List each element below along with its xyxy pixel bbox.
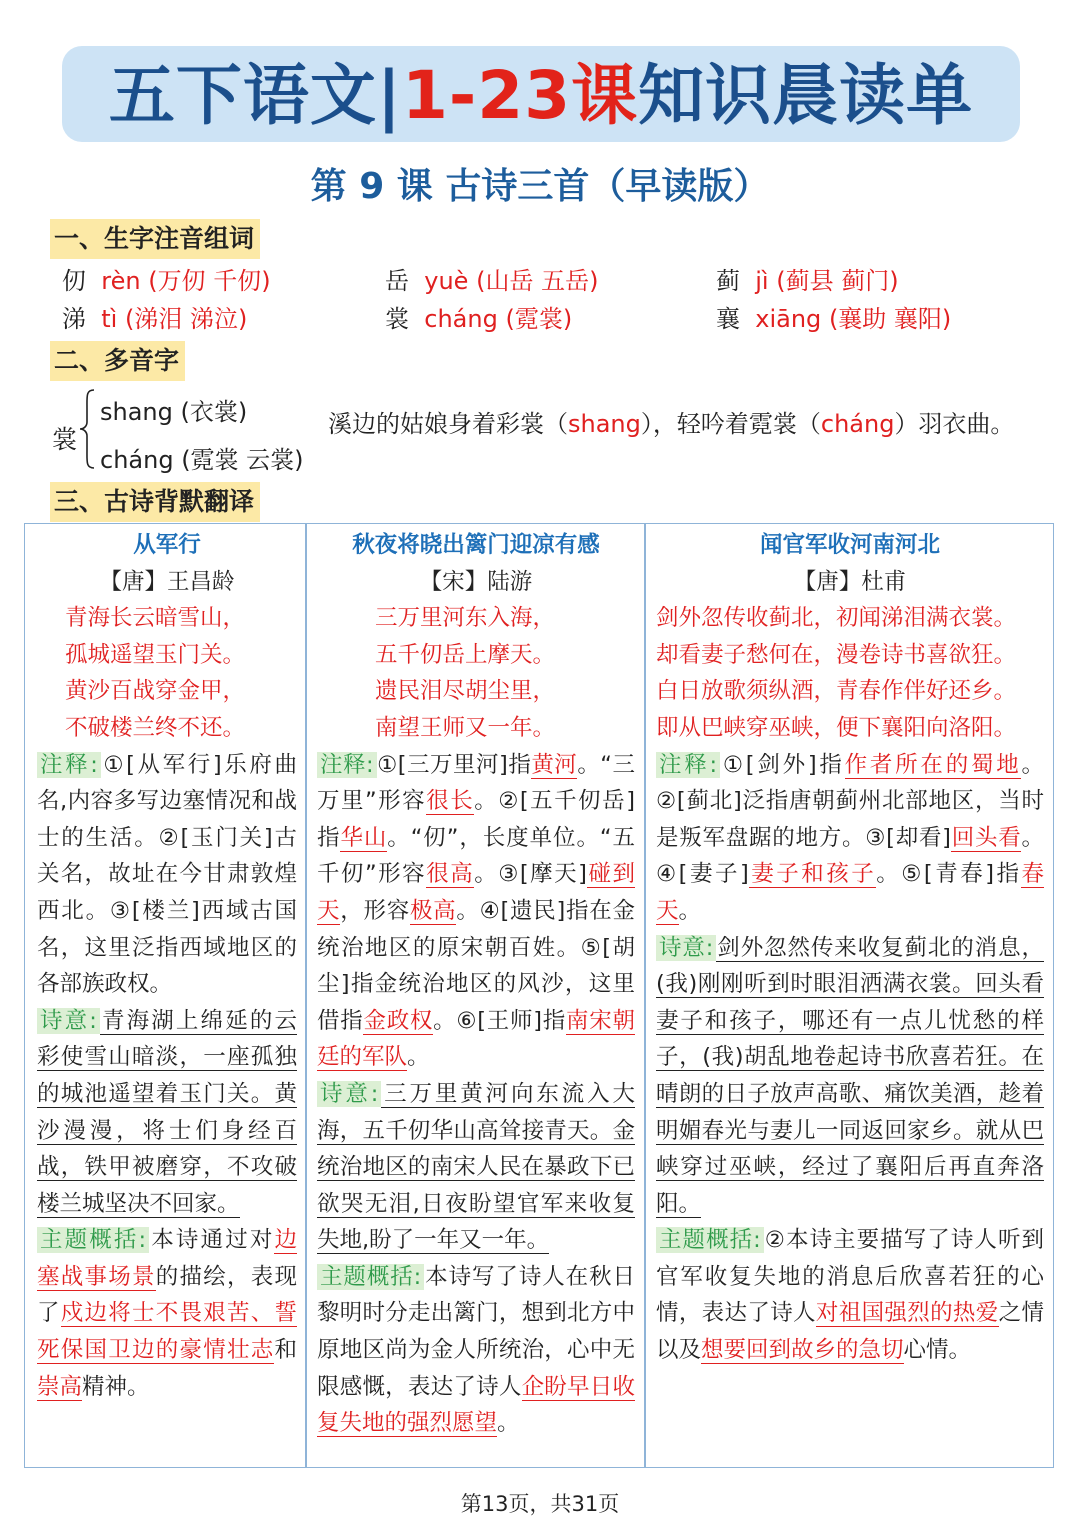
page-number: 第13页，共31页 <box>460 1492 620 1516</box>
section-heading-polyphonic: 二、多音字 <box>50 341 185 381</box>
poem-line: 孤城遥望玉门关。 <box>65 641 246 668</box>
section-heading-poems: 三、古诗背默翻译 <box>50 482 260 522</box>
poem-theme: 主题概括: 本诗通过对边塞战事场景的描绘，表现了戍边将士不畏艰苦、誓死保国卫边的豪情壮志和崇高精神。 <box>37 1227 297 1400</box>
poem-notes: 注释: ①[剑外]指作者所在的蜀地。②[蓟北]泛指唐朝蓟州北部地区，当时是叛军盘踞的地方。③[却看]回头看。④[妻子]妻子和孩子。⑤[青春]指春天。 <box>656 751 1044 924</box>
poem-line: 南望王师又一年。 <box>375 714 556 741</box>
column-divider <box>644 523 646 1468</box>
poem-line: 遗民泪尽胡尘里， <box>375 678 556 705</box>
char-item: 涕 tì (涕泪 涕泣) <box>62 305 248 333</box>
poem-meaning: 诗意: 三万里黄河向东流入大海，五千仞华山高耸接青天。金统治地区的南宋人民在暴政下已欲哭无泪,日夜盼望官军来收复失地,盼了一年又一年。 <box>317 1080 635 1254</box>
poem-line: 白日放歌须纵酒，青春作伴好还乡。 <box>656 678 1017 705</box>
poem-column-2 <box>317 527 635 1442</box>
poem-meaning: 诗意: 青海湖上绵延的云彩使雪山暗淡，一座孤独的城池遥望着玉门关。黄沙漫漫，将士们身经百战，铁甲被磨穿，不攻破楼兰城坚决不回家。 <box>37 1007 297 1217</box>
poem-author: 【宋】陆游 <box>419 568 533 595</box>
poem-line: 五千仞岳上摩天。 <box>375 641 556 668</box>
poem-notes: 注释: ①[从军行]乐府曲名,内容多写边塞情况和战士的生活。②[玉门关]古关名，故址在今甘肃敦煌西北。③[楼兰]西域古国名，这里泛指西域地区的各部族政权。 <box>37 751 297 998</box>
poem-theme: 主题概括: 本诗写了诗人在秋日黎明时分走出篱门，想到北方中原地区尚为金人所统治，心中无限感慨，表达了诗人企盼早日收复失地的强烈愿望。 <box>317 1263 635 1437</box>
char-item: 裳 cháng (霓裳) <box>385 305 573 333</box>
polyphonic-reading: shang (衣裳) <box>100 398 248 426</box>
section-heading-characters: 一、生字注音组词 <box>50 219 260 259</box>
poem-line: 不破楼兰终不还。 <box>65 714 246 741</box>
poem-line: 青海长云暗雪山， <box>65 605 246 632</box>
poem-line: 剑外忽传收蓟北，初闻涕泪满衣裳。 <box>656 605 1017 632</box>
poem-column-1 <box>37 527 297 1405</box>
char-item: 岳 yuè (山岳 五岳) <box>385 267 599 295</box>
poem-title: 从军行 <box>133 532 201 558</box>
poem-author: 【唐】王昌龄 <box>99 568 235 595</box>
poem-title: 秋夜将晓出篱门迎凉有感 <box>352 532 600 558</box>
column-divider <box>305 523 307 1468</box>
page-title: 五下语文|1-23课知识晨读单 <box>108 57 974 134</box>
poem-column-3 <box>656 527 1044 1369</box>
lesson-subtitle: 第 9 课 古诗三首（早读版） <box>310 166 770 207</box>
char-item: 蓟 jì (蓟县 蓟门) <box>716 267 899 295</box>
poem-line: 三万里河东入海， <box>375 605 556 632</box>
char-item: 襄 xiāng (襄助 襄阳) <box>716 305 952 333</box>
poem-author: 【唐】杜甫 <box>793 568 907 595</box>
poem-theme: 主题概括: ②本诗主要描写了诗人听到官军收复失地的消息后欣喜若狂的心情，表达了诗人对祖国强烈的热爱之情以及想要回到故乡的急切心情。 <box>656 1227 1044 1364</box>
poem-meaning: 诗意: 剑外忽然传来收复蓟北的消息，(我)刚刚听到时眼泪洒满衣裳。回头看妻子和孩子，哪还有一点儿忧愁的样子，(我)胡乱地卷起诗书欣喜若狂。在晴朗的日子放声高歌、痛饮美酒，趁着明媚春光与妻儿一同返回家乡。就从巴峡穿过巫峡，经过了襄阳后再直奔洛阳。 <box>656 934 1044 1217</box>
polyphonic-example: 溪边的姑娘身着彩裳（shang），轻吟着霓裳（cháng）羽衣曲。 <box>328 410 1015 438</box>
poem-line: 即从巴峡穿巫峡，便下襄阳向洛阳。 <box>656 714 1017 741</box>
poem-line: 黄沙百战穿金甲， <box>65 678 246 705</box>
char-item: 仞 rèn (万仞 千仞) <box>62 267 271 295</box>
brace-icon <box>78 388 96 470</box>
polyphonic-reading: cháng (霓裳 云裳) <box>100 446 304 474</box>
polyphonic-char: 裳 <box>52 425 78 454</box>
poem-notes: 注释: ①[三万里河]指黄河。“三万里”形容很长。②[五千仞岳]指华山。“仞”，长度单位。“五千仞”形容很高。③[摩天]碰到天，形容极高。④[遗民]指在金统治地区的原宋朝百姓。⑤[胡尘]指金统治地区的风沙，这里借指金政权。⑥[王师]指南宋朝廷的军队。 <box>317 751 635 1071</box>
poem-line: 却看妻子愁何在，漫卷诗书喜欲狂。 <box>656 641 1017 668</box>
poem-title: 闻官军收河南河北 <box>759 532 940 558</box>
